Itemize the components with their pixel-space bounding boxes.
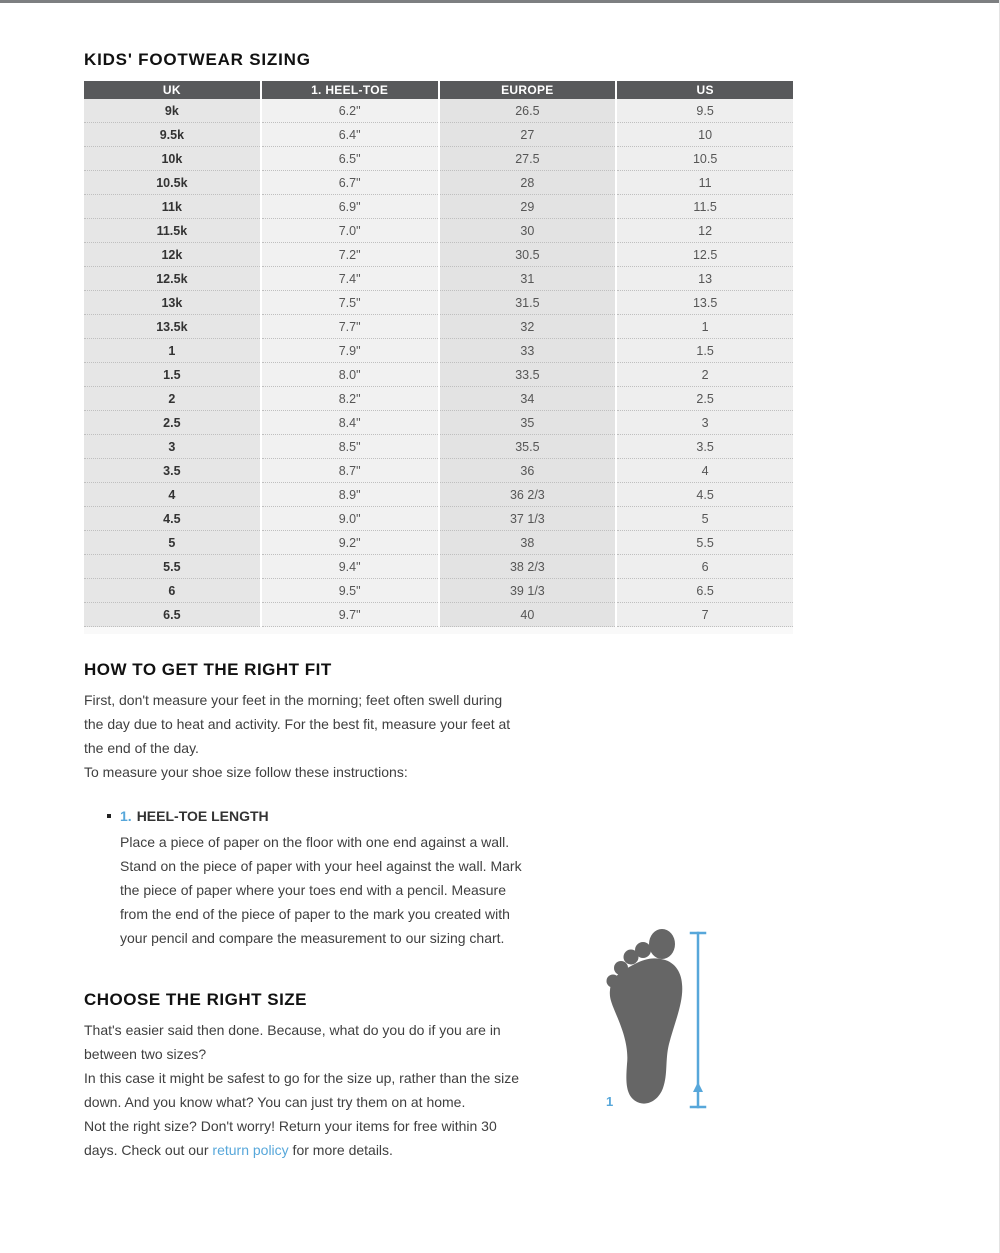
table-cell: 4	[617, 459, 793, 483]
table-cell: 6.4"	[262, 123, 438, 147]
table-cell: 8.9"	[262, 483, 438, 507]
table-cell: 28	[440, 171, 616, 195]
column-header-heeltoe: 1. HEEL-TOE	[262, 81, 438, 99]
table-row	[84, 363, 793, 387]
table-cell: 35.5	[440, 435, 616, 459]
measurement-line-icon	[691, 933, 705, 1107]
table-cell: 13.5k	[84, 315, 260, 339]
table-cell: 6.7"	[262, 171, 438, 195]
table-cell: 8.4"	[262, 411, 438, 435]
table-row	[84, 99, 793, 123]
choose-paragraph-1: That's easier said then done. Because, what do you do if you are in between two sizes?	[84, 1022, 501, 1062]
table-cell: 3.5	[617, 435, 793, 459]
table-row	[84, 123, 793, 147]
table-row	[84, 531, 793, 555]
column-header-europe: EUROPE	[440, 81, 616, 99]
table-cell: 33.5	[440, 363, 616, 387]
table-cell: 12	[617, 219, 793, 243]
foot-silhouette-icon	[607, 929, 683, 1104]
table-cell: 10.5	[617, 147, 793, 171]
table-row	[84, 171, 793, 195]
table-bottom-padding	[84, 627, 793, 634]
table-cell: 26.5	[440, 99, 616, 123]
table-cell: 1	[84, 339, 260, 363]
diagram-number-label: 1	[606, 1094, 614, 1109]
choose-paragraph-3-prefix: Not the right size? Don't worry! Return your items for free within 30 days. Check out our	[84, 1118, 497, 1158]
size-table	[84, 81, 793, 634]
table-row	[84, 195, 793, 219]
choose-paragraph-3-suffix: for more details.	[288, 1142, 393, 1158]
table-cell: 8.0"	[262, 363, 438, 387]
heel-toe-instruction-item	[84, 806, 1000, 950]
table-row	[84, 435, 793, 459]
table-row	[84, 315, 793, 339]
fit-paragraph: First, don't measure your feet in the morning; feet often swell during the day due to heat and activity. For the best fit, measure your feet at the end of the day.	[84, 692, 511, 756]
size-table-header-row	[84, 81, 793, 99]
table-row	[84, 507, 793, 531]
heel-toe-title: HEEL-TOE LENGTH	[136, 808, 269, 824]
fit-section-heading: HOW TO GET THE RIGHT FIT	[84, 660, 332, 679]
table-cell: 11.5	[617, 195, 793, 219]
table-cell: 4	[84, 483, 260, 507]
table-cell: 6.2"	[262, 99, 438, 123]
table-cell: 6.9"	[262, 195, 438, 219]
table-cell: 13k	[84, 291, 260, 315]
table-cell: 27.5	[440, 147, 616, 171]
choose-paragraph-3	[84, 1114, 519, 1162]
table-cell: 37 1/3	[440, 507, 616, 531]
table-row	[84, 267, 793, 291]
table-cell: 4.5	[617, 483, 793, 507]
table-cell: 36	[440, 459, 616, 483]
table-cell: 8.2"	[262, 387, 438, 411]
table-cell: 2.5	[617, 387, 793, 411]
table-row	[84, 579, 793, 603]
table-row	[84, 339, 793, 363]
table-cell: 4.5	[84, 507, 260, 531]
table-cell: 40	[440, 603, 616, 627]
table-cell: 6.5	[617, 579, 793, 603]
size-table-body	[84, 99, 793, 627]
heel-toe-heading	[120, 806, 1000, 826]
table-cell: 12k	[84, 243, 260, 267]
table-cell: 6.5"	[262, 147, 438, 171]
table-cell: 9.2"	[262, 531, 438, 555]
fit-instructions-intro: To measure your shoe size follow these instructions:	[84, 764, 408, 780]
table-row	[84, 387, 793, 411]
table-cell: 7.4"	[262, 267, 438, 291]
table-cell: 36 2/3	[440, 483, 616, 507]
table-cell: 5	[84, 531, 260, 555]
table-cell: 38	[440, 531, 616, 555]
table-cell: 3	[84, 435, 260, 459]
table-cell: 35	[440, 411, 616, 435]
table-cell: 1.5	[617, 339, 793, 363]
table-cell: 8.5"	[262, 435, 438, 459]
table-cell: 30	[440, 219, 616, 243]
table-cell: 34	[440, 387, 616, 411]
table-cell: 31	[440, 267, 616, 291]
column-header-uk: UK	[84, 81, 260, 99]
table-cell: 12.5k	[84, 267, 260, 291]
table-cell: 7.5"	[262, 291, 438, 315]
table-row	[84, 459, 793, 483]
table-cell: 31.5	[440, 291, 616, 315]
table-cell: 7.9"	[262, 339, 438, 363]
table-cell: 10.5k	[84, 171, 260, 195]
sizing-page	[0, 50, 1000, 1162]
table-row	[84, 291, 793, 315]
table-cell: 3	[617, 411, 793, 435]
table-cell: 11.5k	[84, 219, 260, 243]
table-row	[84, 219, 793, 243]
table-cell: 9.5k	[84, 123, 260, 147]
table-cell: 9.5"	[262, 579, 438, 603]
heel-toe-number: 1.	[120, 808, 132, 824]
table-cell: 7.7"	[262, 315, 438, 339]
foot-diagram-svg	[598, 926, 728, 1116]
table-row	[84, 483, 793, 507]
table-cell: 9.7"	[262, 603, 438, 627]
table-cell: 9k	[84, 99, 260, 123]
table-cell: 6.5	[84, 603, 260, 627]
table-cell: 32	[440, 315, 616, 339]
table-cell: 39 1/3	[440, 579, 616, 603]
table-cell: 6	[617, 555, 793, 579]
table-cell: 7.2"	[262, 243, 438, 267]
table-row	[84, 147, 793, 171]
table-cell: 5.5	[617, 531, 793, 555]
column-header-us: US	[617, 81, 793, 99]
table-row	[84, 555, 793, 579]
table-cell: 2.5	[84, 411, 260, 435]
bullet-square-icon	[107, 814, 111, 818]
table-cell: 5	[617, 507, 793, 531]
return-policy-link[interactable]: return policy	[212, 1142, 289, 1158]
table-cell: 7	[617, 603, 793, 627]
table-cell: 13	[617, 267, 793, 291]
table-cell: 29	[440, 195, 616, 219]
table-cell: 9.5	[617, 99, 793, 123]
table-row	[84, 411, 793, 435]
table-cell: 9.4"	[262, 555, 438, 579]
table-cell: 11	[617, 171, 793, 195]
table-cell: 2	[617, 363, 793, 387]
table-row	[84, 243, 793, 267]
table-cell: 27	[440, 123, 616, 147]
table-cell: 1.5	[84, 363, 260, 387]
choose-paragraph-2: In this case it might be safest to go for the size up, rather than the size down. And you know what? You can just try them on at home.	[84, 1070, 520, 1110]
table-cell: 2	[84, 387, 260, 411]
table-cell: 8.7"	[262, 459, 438, 483]
table-cell: 6	[84, 579, 260, 603]
table-cell: 7.0"	[262, 219, 438, 243]
table-cell: 33	[440, 339, 616, 363]
foot-measurement-diagram	[598, 926, 728, 1116]
table-cell: 1	[617, 315, 793, 339]
table-cell: 13.5	[617, 291, 793, 315]
table-cell: 30.5	[440, 243, 616, 267]
table-cell: 11k	[84, 195, 260, 219]
page-title: KIDS' FOOTWEAR SIZING	[84, 50, 311, 69]
table-cell: 10k	[84, 147, 260, 171]
top-divider-bar	[0, 0, 1000, 3]
table-cell: 10	[617, 123, 793, 147]
table-row	[84, 603, 793, 627]
table-cell: 12.5	[617, 243, 793, 267]
table-cell: 5.5	[84, 555, 260, 579]
choose-section-heading: CHOOSE THE RIGHT SIZE	[84, 990, 308, 1009]
table-cell: 38 2/3	[440, 555, 616, 579]
table-cell: 9.0"	[262, 507, 438, 531]
heel-toe-body: Place a piece of paper on the floor with one end against a wall. Stand on the piece of paper with your heel against the wall. Mark the piece of paper where your toes end with a pencil. Measure from the end of the piece of paper to the mark you created with your pencil and compare the measurement to our sizing chart.	[120, 834, 522, 946]
table-cell: 3.5	[84, 459, 260, 483]
